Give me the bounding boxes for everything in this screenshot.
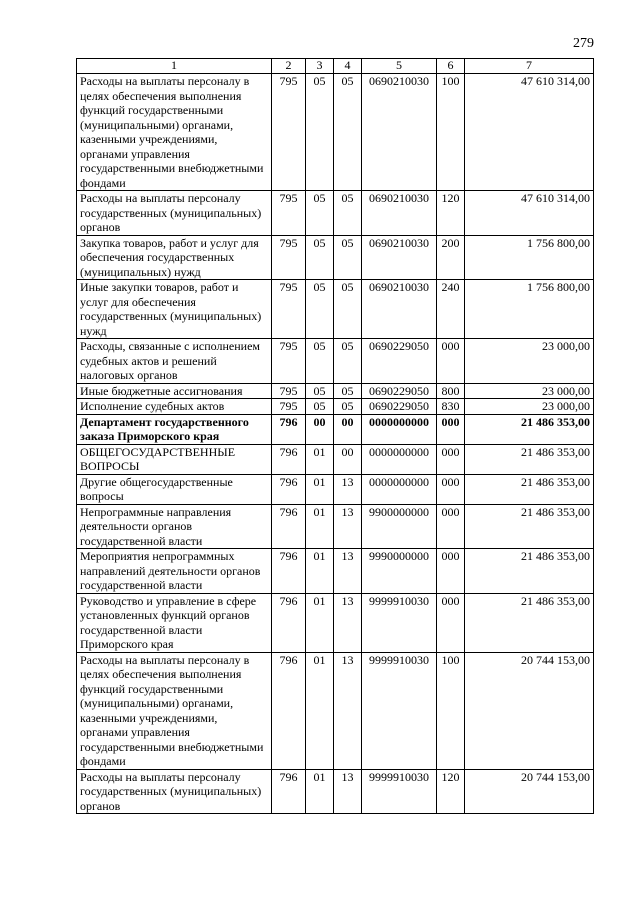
expense-type-cell: 100 (437, 74, 465, 191)
table-header (77, 59, 594, 74)
section-code-cell: 01 (306, 593, 334, 652)
item-name-cell: Расходы на выплаты персоналу государственных (муниципальных) органов (77, 769, 272, 814)
amount-cell: 47 610 314,00 (465, 191, 594, 236)
target-code-cell: 0690210030 (362, 235, 437, 280)
ministry-code-cell: 795 (272, 399, 306, 415)
section-code-cell: 01 (306, 769, 334, 814)
item-name-cell: Расходы на выплаты персоналу в целях обеспечения выполнения функций государственными (муниципальными) органами, казенными учреждениями, органами управления государственными внебюджетными фондами (77, 74, 272, 191)
subsection-code-cell: 13 (334, 474, 362, 504)
target-code-cell: 9999910030 (362, 652, 437, 769)
subsection-code-cell: 00 (334, 414, 362, 444)
amount-cell: 23 000,00 (465, 399, 594, 415)
subsection-code-cell: 05 (334, 235, 362, 280)
subsection-code-cell: 05 (334, 339, 362, 384)
table-body (77, 74, 594, 814)
target-code-cell: 9990000000 (362, 549, 437, 594)
section-code-cell: 05 (306, 399, 334, 415)
table-row (77, 769, 594, 814)
item-name-cell: Закупка товаров, работ и услуг для обеспечения государственных (муниципальных) нужд (77, 235, 272, 280)
item-name-cell: Расходы на выплаты персоналу государственных (муниципальных) органов (77, 191, 272, 236)
ministry-code-cell: 796 (272, 444, 306, 474)
ministry-code-cell: 796 (272, 549, 306, 594)
ministry-code-cell: 795 (272, 191, 306, 236)
ministry-code-cell: 795 (272, 235, 306, 280)
expense-type-cell: 000 (437, 504, 465, 549)
table-row (77, 383, 594, 399)
expense-type-cell: 000 (437, 339, 465, 384)
page-number: 279 (573, 36, 594, 51)
amount-cell: 21 486 353,00 (465, 504, 594, 549)
item-name-cell: Исполнение судебных актов (77, 399, 272, 415)
target-code-cell: 9900000000 (362, 504, 437, 549)
section-code-cell: 01 (306, 444, 334, 474)
header-cell: 5 (362, 59, 437, 74)
subsection-code-cell: 05 (334, 74, 362, 191)
expense-type-cell: 000 (437, 474, 465, 504)
table-row (77, 399, 594, 415)
table-row (77, 444, 594, 474)
table-row (77, 235, 594, 280)
expense-type-cell: 120 (437, 769, 465, 814)
section-code-cell: 05 (306, 235, 334, 280)
table-row (77, 280, 594, 339)
amount-cell: 1 756 800,00 (465, 280, 594, 339)
table-row (77, 191, 594, 236)
amount-cell: 21 486 353,00 (465, 444, 594, 474)
item-name-cell: Расходы на выплаты персоналу в целях обеспечения выполнения функций государственными (муниципальными) органами, казенными учреждениями, органами управления государственными внебюджетными фондами (77, 652, 272, 769)
section-code-cell: 05 (306, 339, 334, 384)
target-code-cell: 9999910030 (362, 769, 437, 814)
header-row (77, 59, 594, 74)
amount-cell: 21 486 353,00 (465, 549, 594, 594)
item-name-cell: Другие общегосударственные вопросы (77, 474, 272, 504)
target-code-cell: 0690229050 (362, 383, 437, 399)
subsection-code-cell: 05 (334, 383, 362, 399)
expense-type-cell: 120 (437, 191, 465, 236)
section-code-cell: 01 (306, 549, 334, 594)
item-name-cell: Непрограммные направления деятельности органов государственной власти (77, 504, 272, 549)
item-name-cell: Иные бюджетные ассигнования (77, 383, 272, 399)
budget-table (76, 58, 594, 814)
table-row (77, 549, 594, 594)
subsection-code-cell: 05 (334, 280, 362, 339)
ministry-code-cell: 796 (272, 504, 306, 549)
table-row (77, 74, 594, 191)
table-row (77, 593, 594, 652)
amount-cell: 23 000,00 (465, 339, 594, 384)
table-row (77, 414, 594, 444)
section-code-cell: 01 (306, 652, 334, 769)
target-code-cell: 9999910030 (362, 593, 437, 652)
expense-type-cell: 000 (437, 444, 465, 474)
target-code-cell: 0690210030 (362, 74, 437, 191)
subsection-code-cell: 13 (334, 652, 362, 769)
item-name-cell: Мероприятия непрограммных направлений деятельности органов государственной власти (77, 549, 272, 594)
expense-type-cell: 100 (437, 652, 465, 769)
amount-cell: 23 000,00 (465, 383, 594, 399)
subsection-code-cell: 13 (334, 549, 362, 594)
target-code-cell: 0690229050 (362, 399, 437, 415)
target-code-cell: 0000000000 (362, 474, 437, 504)
amount-cell: 21 486 353,00 (465, 414, 594, 444)
header-cell: 6 (437, 59, 465, 74)
amount-cell: 21 486 353,00 (465, 474, 594, 504)
header-cell: 3 (306, 59, 334, 74)
section-code-cell: 00 (306, 414, 334, 444)
table-row (77, 504, 594, 549)
ministry-code-cell: 795 (272, 280, 306, 339)
ministry-code-cell: 796 (272, 769, 306, 814)
ministry-code-cell: 795 (272, 383, 306, 399)
expense-type-cell: 000 (437, 593, 465, 652)
item-name-cell: Руководство и управление в сфере установленных функций органов государственной власти Приморского края (77, 593, 272, 652)
expense-type-cell: 240 (437, 280, 465, 339)
subsection-code-cell: 13 (334, 769, 362, 814)
expense-type-cell: 800 (437, 383, 465, 399)
subsection-code-cell: 13 (334, 504, 362, 549)
target-code-cell: 0690210030 (362, 191, 437, 236)
section-code-cell: 05 (306, 74, 334, 191)
subsection-code-cell: 05 (334, 191, 362, 236)
subsection-code-cell: 13 (334, 593, 362, 652)
item-name-cell: Департамент государственного заказа Приморского края (77, 414, 272, 444)
amount-cell: 47 610 314,00 (465, 74, 594, 191)
table-row (77, 474, 594, 504)
item-name-cell: Иные закупки товаров, работ и услуг для обеспечения государственных (муниципальных) нужд (77, 280, 272, 339)
target-code-cell: 0000000000 (362, 414, 437, 444)
target-code-cell: 0690210030 (362, 280, 437, 339)
amount-cell: 20 744 153,00 (465, 652, 594, 769)
section-code-cell: 05 (306, 191, 334, 236)
amount-cell: 20 744 153,00 (465, 769, 594, 814)
header-cell: 2 (272, 59, 306, 74)
ministry-code-cell: 796 (272, 593, 306, 652)
amount-cell: 1 756 800,00 (465, 235, 594, 280)
expense-type-cell: 200 (437, 235, 465, 280)
section-code-cell: 05 (306, 280, 334, 339)
section-code-cell: 01 (306, 504, 334, 549)
ministry-code-cell: 796 (272, 652, 306, 769)
item-name-cell: ОБЩЕГОСУДАРСТВЕННЫЕ ВОПРОСЫ (77, 444, 272, 474)
header-cell: 1 (77, 59, 272, 74)
item-name-cell: Расходы, связанные с исполнением судебных актов и решений налоговых органов (77, 339, 272, 384)
ministry-code-cell: 796 (272, 474, 306, 504)
section-code-cell: 05 (306, 383, 334, 399)
table-row (77, 652, 594, 769)
subsection-code-cell: 05 (334, 399, 362, 415)
table-row (77, 339, 594, 384)
target-code-cell: 0690229050 (362, 339, 437, 384)
header-cell: 7 (465, 59, 594, 74)
subsection-code-cell: 00 (334, 444, 362, 474)
expense-type-cell: 830 (437, 399, 465, 415)
ministry-code-cell: 795 (272, 74, 306, 191)
amount-cell: 21 486 353,00 (465, 593, 594, 652)
ministry-code-cell: 796 (272, 414, 306, 444)
expense-type-cell: 000 (437, 414, 465, 444)
ministry-code-cell: 795 (272, 339, 306, 384)
section-code-cell: 01 (306, 474, 334, 504)
target-code-cell: 0000000000 (362, 444, 437, 474)
expense-type-cell: 000 (437, 549, 465, 594)
header-cell: 4 (334, 59, 362, 74)
